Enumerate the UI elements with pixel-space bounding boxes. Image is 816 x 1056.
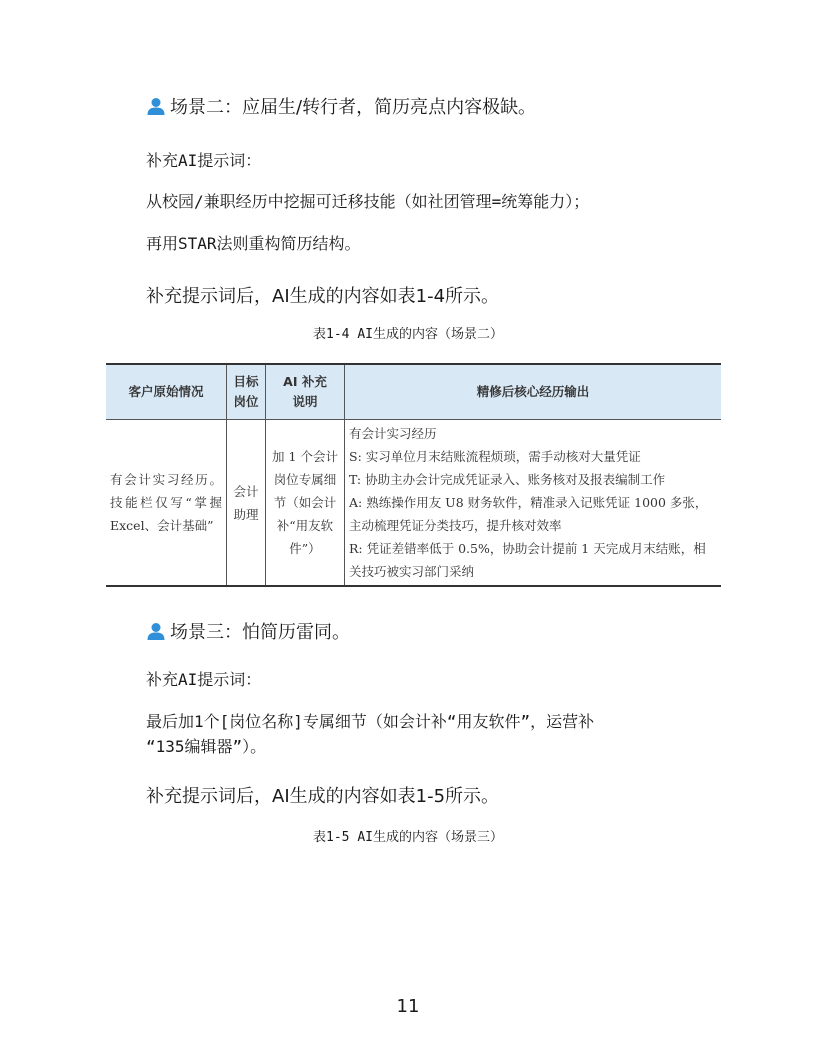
table-1-5-caption: 表1-5 AI生成的内容（场景三） — [313, 830, 503, 845]
output-line: 有会计实习经历 — [349, 426, 437, 441]
header-output: 精修后核心经历输出 — [345, 364, 722, 420]
header-position — [227, 364, 266, 420]
scene3-prompt-label: 补充AI提示词： — [146, 670, 262, 689]
scene2-prompt-line2: 再用STAR法则重构简历结构。 — [146, 234, 361, 253]
table-row — [106, 420, 721, 587]
cell-output — [345, 420, 722, 587]
scene3-prompt-line1: 最后加1个[岗位名称]专属细节（如会计补“用友软件”，运营补 — [146, 712, 595, 731]
scene2-lead: 补充提示词后，AI生成的内容如表1-4所示。 — [146, 286, 500, 307]
header-situation: 客户原始情况 — [106, 364, 227, 420]
output-line: A: 熟练操作用友 U8 财务软件，精准录入记账凭证 1000 多张，主动梳理凭证分类技巧，提升核对效率 — [349, 495, 708, 533]
table-header-row — [106, 364, 721, 420]
output-line: T: 协助主办会计完成凭证录入、账务核对及报表编制工作 — [349, 472, 666, 487]
page-number: 11 — [396, 996, 420, 1017]
scene3-heading — [146, 618, 350, 644]
header-note-text: AI 补充 说明 — [283, 374, 327, 409]
user-icon — [146, 96, 166, 116]
table-1-4 — [106, 363, 721, 587]
header-note — [266, 364, 345, 420]
scene2-prompt-line1: 从校园/兼职经历中挖掘可迁移技能（如社团管理=统筹能力）； — [146, 192, 590, 211]
cell-position: 会计助理 — [227, 420, 266, 587]
header-position-text: 目标 岗位 — [233, 374, 259, 409]
cell-note: 加 1 个会计岗位专属细节（如会计补“用友软件”） — [266, 420, 345, 587]
cell-situation: 有会计实习经历。技能栏仅写“掌握 Excel、会计基础” — [110, 472, 222, 533]
scene2-title: 场景二：应届生/转行者，简历亮点内容极缺。 — [170, 97, 537, 118]
scene2-prompt-label: 补充AI提示词： — [146, 151, 262, 170]
scene2-heading — [146, 93, 536, 119]
scene3-title: 场景三：怕简历雷同。 — [170, 622, 350, 643]
user-icon — [146, 621, 166, 641]
output-line: S: 实习单位月末结账流程烦琐，需手动核对大量凭证 — [349, 449, 641, 464]
scene3-prompt-line2: “135编辑器”）。 — [146, 737, 267, 756]
scene3-lead: 补充提示词后，AI生成的内容如表1-5所示。 — [146, 786, 500, 807]
output-line: R: 凭证差错率低于 0.5%，协助会计提前 1 天完成月末结账，相关技巧被实习部门采纳 — [349, 541, 706, 579]
table-1-4-caption: 表1-4 AI生成的内容（场景二） — [313, 327, 503, 342]
